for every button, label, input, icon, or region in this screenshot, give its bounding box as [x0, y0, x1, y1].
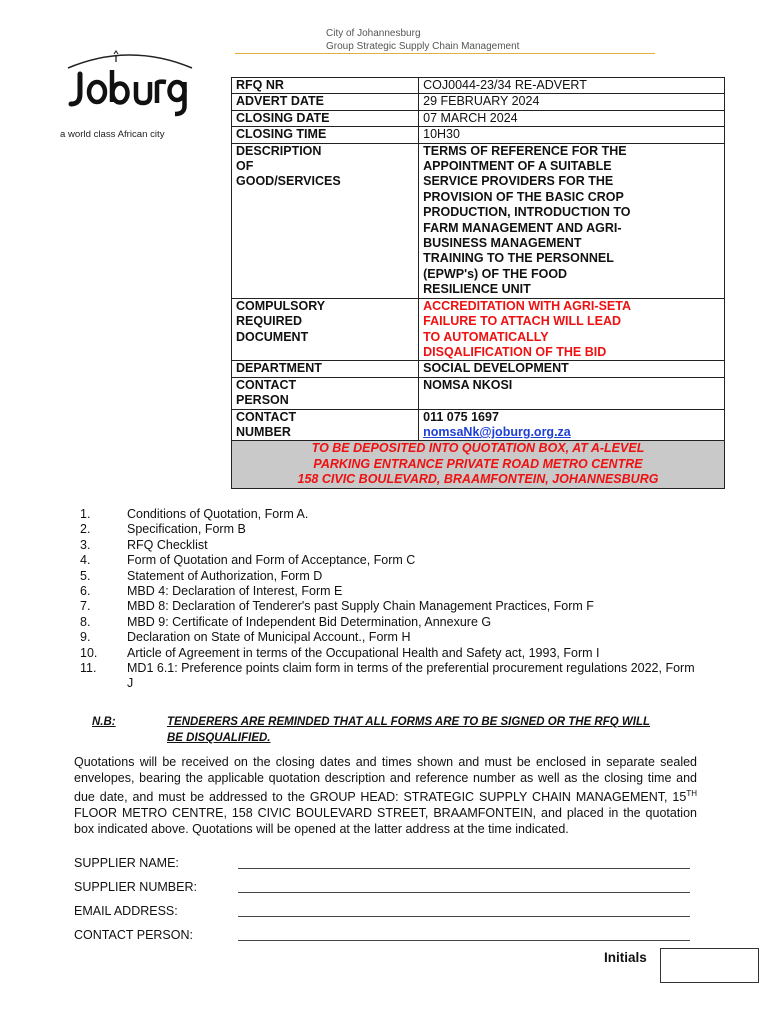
rfq-nr-value: COJ0044-23/34 RE-ADVERT	[419, 78, 725, 94]
supplier-number-field[interactable]	[238, 892, 690, 893]
list-item	[80, 584, 700, 599]
description-line: FARM MANAGEMENT AND AGRI-	[423, 220, 622, 235]
email-address-field[interactable]	[238, 916, 690, 917]
list-number: 2.	[80, 522, 91, 537]
description-label-line: GOOD/SERVICES	[236, 174, 341, 189]
closing-time-value: 10H30	[419, 127, 725, 143]
list-text: Statement of Authorization, Form D	[127, 568, 323, 583]
email-address-label: EMAIL ADDRESS:	[74, 904, 178, 918]
list-number: 1.	[80, 507, 91, 521]
description-line: TERMS OF REFERENCE FOR THE	[423, 143, 627, 158]
list-item	[80, 553, 700, 568]
notice-superscript: TH	[686, 789, 697, 799]
compulsory-label-line: REQUIRED	[236, 314, 302, 329]
table-row	[232, 94, 725, 110]
list-item	[80, 615, 700, 630]
list-item	[80, 507, 700, 522]
list-item	[80, 599, 700, 614]
list-number: 5.	[80, 568, 91, 583]
contact-phone: 011 075 1697	[423, 409, 499, 424]
contact-person-value: NOMSA NKOSI	[419, 377, 725, 409]
nb-label: N.B:	[92, 716, 116, 728]
initials-box[interactable]	[660, 948, 759, 983]
joburg-logo	[60, 50, 200, 140]
contact-email-link[interactable]: nomsaNk@joburg.org.za	[423, 424, 571, 439]
contact-person-field-label: CONTACT PERSON:	[74, 928, 193, 942]
description-label-line: OF	[236, 159, 254, 174]
list-number: 10.	[80, 645, 98, 660]
list-number: 3.	[80, 537, 91, 552]
deposit-line: 158 CIVIC BOULEVARD, BRAAMFONTEIN, JOHANNESBURG	[297, 472, 659, 487]
list-text: RFQ Checklist	[127, 537, 208, 552]
list-item	[80, 646, 700, 661]
list-number: 9.	[80, 630, 91, 645]
compulsory-line: ACCREDITATION WITH AGRI-SETA	[423, 298, 631, 313]
compulsory-document-label	[232, 298, 419, 361]
advert-date-value: 29 FEBRUARY 2024	[419, 94, 725, 110]
contact-number-label-line: NUMBER	[236, 424, 291, 439]
advert-date-label: ADVERT DATE	[232, 94, 419, 110]
contact-person-label-line: CONTACT	[236, 377, 297, 392]
list-number: 8.	[80, 614, 91, 629]
description-line: BUSINESS MANAGEMENT	[423, 236, 582, 251]
compulsory-line: DISQALIFICATION OF THE BID	[423, 344, 607, 359]
contact-number-label	[232, 409, 419, 441]
table-row	[232, 78, 725, 94]
list-item	[80, 569, 700, 584]
list-text: MBD 4: Declaration of Interest, Form E	[127, 584, 343, 599]
description-label-line: DESCRIPTION	[236, 143, 322, 158]
table-row	[232, 298, 725, 361]
notice-text-part1: Quotations will be received on the closing dates and times shown and must be enclosed in separate sealed envelopes, bearing the applicable quotation description and reference number as well as the closing time and due date, and must be addressed to the GROUP HEAD: STRATEGIC SUPPLY CHAIN MANAGEMENT, 15	[74, 755, 697, 805]
contact-person-label	[232, 377, 419, 409]
table-row	[232, 143, 725, 298]
submission-notice	[74, 755, 697, 837]
description-label	[232, 143, 419, 298]
closing-date-value: 07 MARCH 2024	[419, 110, 725, 126]
table-row	[232, 361, 725, 377]
contact-number-label-line: CONTACT	[236, 409, 297, 424]
supplier-name-field[interactable]	[238, 868, 690, 869]
compulsory-line: TO AUTOMATICALLY	[423, 329, 549, 344]
joburg-logo-icon	[60, 50, 200, 140]
description-line: PRODUCTION, INTRODUCTION TO	[423, 205, 631, 220]
list-item	[80, 630, 700, 645]
list-text: Conditions of Quotation, Form A.	[127, 507, 309, 521]
list-text: MD1 6.1: Preference points claim form in terms of the preferential procurement regulations 2022, Form J	[127, 661, 695, 691]
description-line: TRAINING TO THE PERSONNEL	[423, 251, 614, 266]
list-text: Declaration on State of Municipal Account., Form H	[127, 630, 411, 645]
table-row	[232, 377, 725, 409]
deposit-line: TO BE DEPOSITED INTO QUOTATION BOX, AT A-LEVEL	[311, 441, 645, 456]
logo-tagline: a world class African city	[60, 129, 165, 140]
header-department: Group Strategic Supply Chain Management	[326, 41, 520, 52]
compulsory-document-value	[419, 298, 725, 361]
department-label: DEPARTMENT	[232, 361, 419, 377]
description-line: (EPWP's) OF THE FOOD	[423, 266, 568, 281]
initials-label: Initials	[604, 950, 647, 965]
list-text: Article of Agreement in terms of the Occupational Health and Safety act, 1993, Form I	[127, 645, 600, 660]
deposit-instructions	[232, 441, 725, 488]
list-number: 6.	[80, 584, 91, 599]
table-row	[232, 409, 725, 441]
deposit-line: PARKING ENTRANCE PRIVATE ROAD METRO CENTRE	[313, 456, 643, 471]
department-value: SOCIAL DEVELOPMENT	[419, 361, 725, 377]
table-row	[232, 127, 725, 143]
header-divider	[235, 53, 655, 54]
list-text: Specification, Form B	[127, 522, 246, 537]
list-number: 4.	[80, 553, 91, 568]
list-text: Form of Quotation and Form of Acceptance, Form C	[127, 553, 416, 568]
header-org: City of Johannesburg	[326, 28, 421, 39]
description-line: APPOINTMENT OF A SUITABLE	[423, 159, 612, 174]
nb-text: TENDERERS ARE REMINDED THAT ALL FORMS ARE TO BE SIGNED OR THE RFQ WILL BE DISQUALIFIED.	[167, 716, 651, 744]
list-number: 11.	[80, 661, 97, 676]
required-forms-list	[80, 507, 700, 692]
list-item	[80, 661, 700, 692]
list-item	[80, 538, 700, 553]
compulsory-label-line: COMPULSORY	[236, 298, 326, 313]
description-line: RESILIENCE UNIT	[423, 282, 531, 297]
table-row	[232, 441, 725, 488]
rfq-details-table	[231, 77, 725, 489]
compulsory-line: FAILURE TO ATTACH WILL LEAD	[423, 314, 622, 329]
list-text: MBD 8: Declaration of Tenderer's past Supply Chain Management Practices, Form F	[127, 599, 594, 614]
rfq-nr-label: RFQ NR	[232, 78, 419, 94]
list-number: 7.	[80, 599, 91, 614]
compulsory-label-line: DOCUMENT	[236, 329, 309, 344]
contact-person-field[interactable]	[238, 940, 690, 941]
description-line: PROVISION OF THE BASIC CROP	[423, 189, 624, 204]
contact-person-label-line: PERSON	[236, 393, 289, 408]
description-line: SERVICE PROVIDERS FOR THE	[423, 174, 614, 189]
list-item	[80, 522, 700, 537]
description-value	[419, 143, 725, 298]
list-text: MBD 9: Certificate of Independent Bid Determination, Annexure G	[127, 614, 492, 629]
contact-number-value	[419, 409, 725, 441]
closing-date-label: CLOSING DATE	[232, 110, 419, 126]
supplier-number-label: SUPPLIER NUMBER:	[74, 880, 197, 894]
closing-time-label: CLOSING TIME	[232, 127, 419, 143]
table-row	[232, 110, 725, 126]
document-header	[326, 27, 519, 53]
notice-text-part2: FLOOR METRO CENTRE, 158 CIVIC BOULEVARD STREET, BRAAMFONTEIN, and placed in the quotation box indicated above. Quotations will be opened at the latter address at the time indicated.	[74, 805, 697, 836]
supplier-name-label: SUPPLIER NAME:	[74, 856, 179, 870]
